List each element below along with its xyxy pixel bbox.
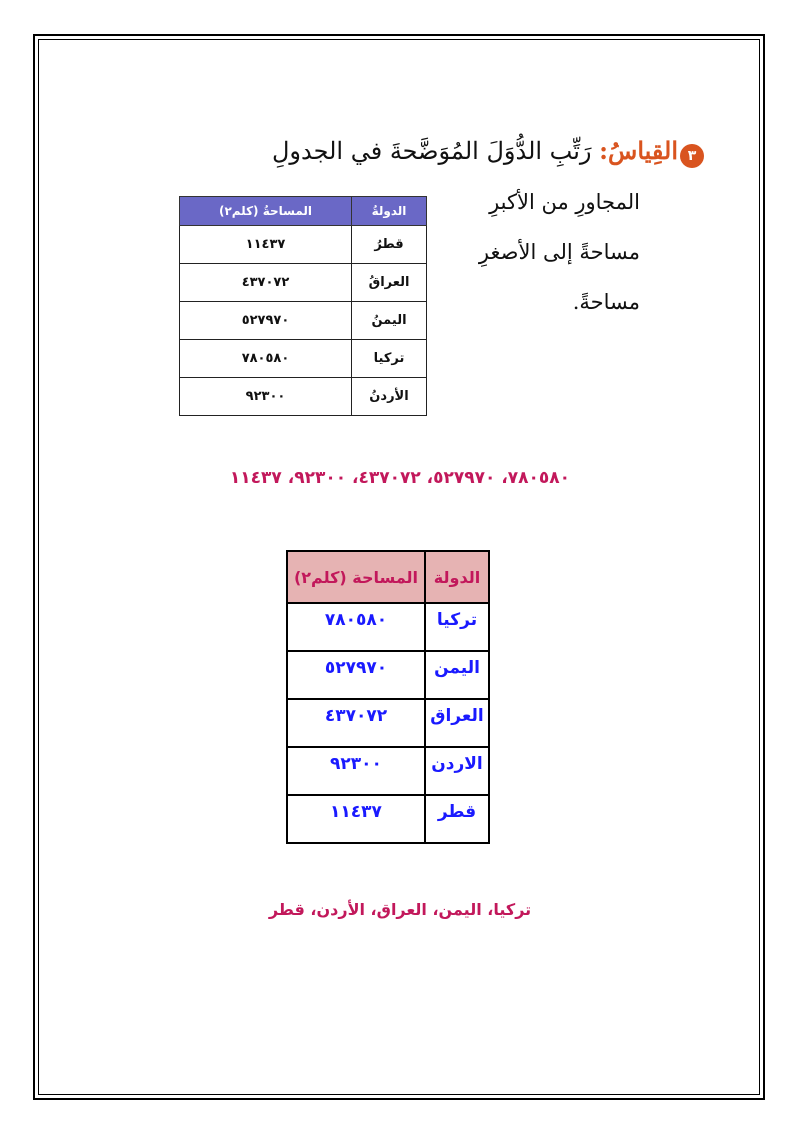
book-area-cell: ١١٤٣٧ xyxy=(180,226,352,264)
answer-header-country: الدولة xyxy=(425,551,489,603)
question-line-3: مساحةً إلى الأصغرِ xyxy=(478,240,640,264)
table-row xyxy=(287,603,489,651)
question-line-4: مساحةً. xyxy=(572,290,640,314)
book-area-cell: ٩٢٣٠٠ xyxy=(180,378,352,416)
book-country-cell: الأردنُ xyxy=(352,378,427,416)
book-header-area: المساحةُ (كلم٢) xyxy=(180,197,352,226)
table-row xyxy=(180,378,427,416)
question-line-1 xyxy=(272,136,678,165)
question-line-2: المجاورِ من الأكبرِ xyxy=(489,190,640,214)
answer-area-cell: ٤٣٧٠٧٢ xyxy=(287,699,425,747)
table-row xyxy=(180,226,427,264)
textbook-area-table xyxy=(179,196,427,416)
book-area-cell: ٤٣٧٠٧٢ xyxy=(180,264,352,302)
table-row xyxy=(287,699,489,747)
answer-area-cell: ١١٤٣٧ xyxy=(287,795,425,843)
question-line-1-text: رَتِّبِ الدُّوَلَ المُوَضَّحةَ في الجدولِ xyxy=(271,137,592,165)
table-row xyxy=(287,795,489,843)
book-country-cell: العراقُ xyxy=(352,264,427,302)
answer-numbers-line: ٧٨٠٥٨٠، ٥٢٧٩٧٠، ٤٣٧٠٧٢، ٩٢٣٠٠، ١١٤٣٧ xyxy=(229,468,571,488)
book-country-cell: اليمنُ xyxy=(352,302,427,340)
final-answer-line: تركيا، اليمن، العراق، الأردن، قطر xyxy=(268,900,532,919)
table-row xyxy=(180,302,427,340)
answer-area-table xyxy=(286,550,490,844)
question-keyword: القِياسُ: xyxy=(599,136,678,165)
book-area-cell: ٧٨٠٥٨٠ xyxy=(180,340,352,378)
question-number-badge: ٣ xyxy=(680,144,704,168)
answer-country-cell: تركيا xyxy=(425,603,489,651)
book-country-cell: تركيا xyxy=(352,340,427,378)
table-row xyxy=(287,651,489,699)
answer-header-area: المساحة (كلم٢) xyxy=(287,551,425,603)
table-row xyxy=(180,264,427,302)
book-header-country: الدولةُ xyxy=(352,197,427,226)
book-area-cell: ٥٢٧٩٧٠ xyxy=(180,302,352,340)
table-row xyxy=(180,340,427,378)
answer-area-cell: ٥٢٧٩٧٠ xyxy=(287,651,425,699)
answer-country-cell: قطر xyxy=(425,795,489,843)
answer-country-cell: الاردن xyxy=(425,747,489,795)
table-row xyxy=(287,747,489,795)
answer-area-cell: ٩٢٣٠٠ xyxy=(287,747,425,795)
book-country-cell: قطرُ xyxy=(352,226,427,264)
answer-area-cell: ٧٨٠٥٨٠ xyxy=(287,603,425,651)
answer-country-cell: اليمن xyxy=(425,651,489,699)
answer-country-cell: العراق xyxy=(425,699,489,747)
